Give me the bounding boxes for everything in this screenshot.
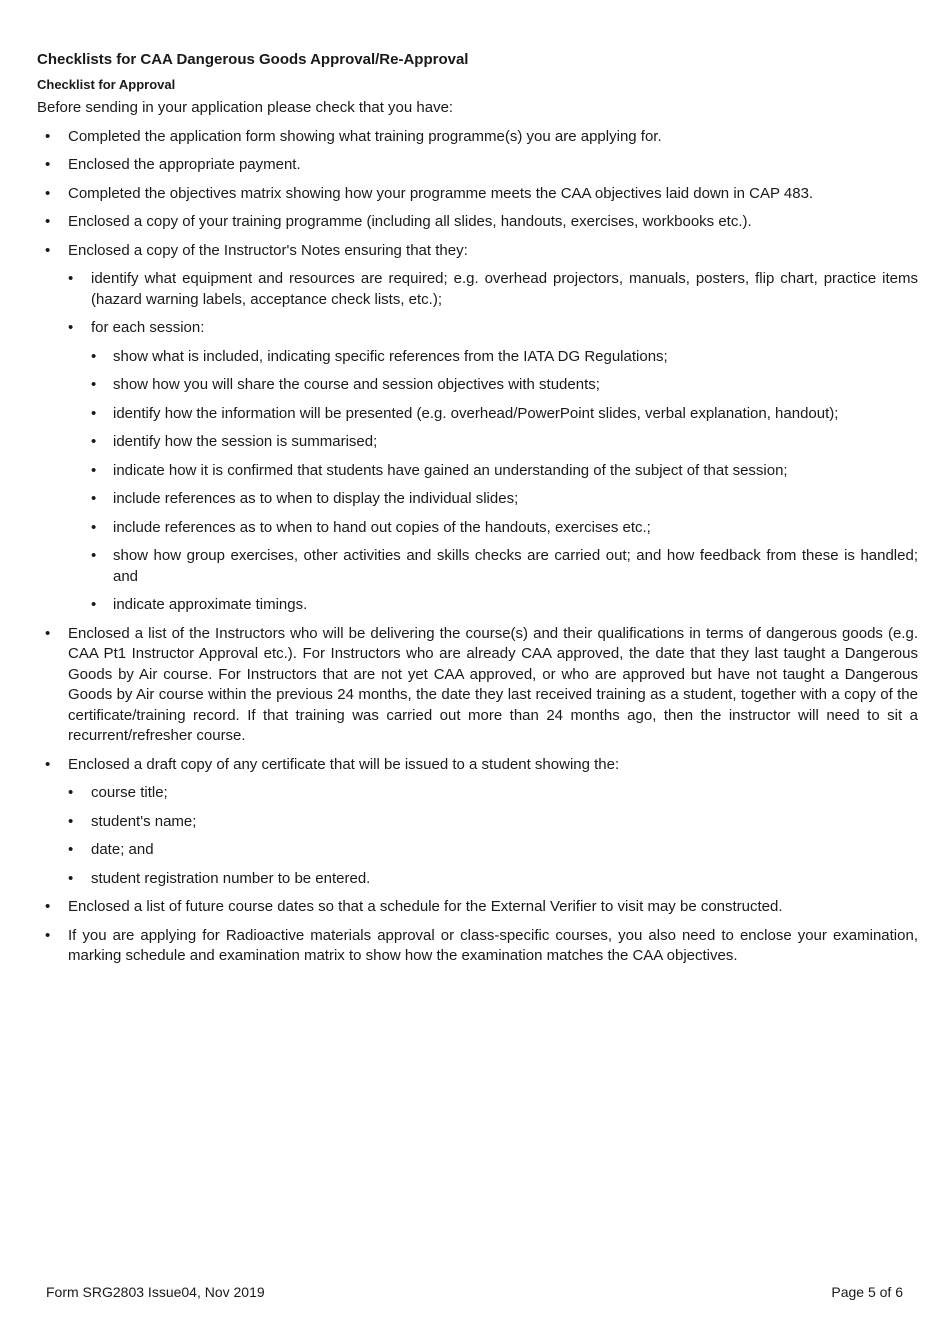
bullet-icon: • <box>68 841 74 858</box>
bullet-icon: • <box>45 156 51 173</box>
session-item-text: show what is included, indicating specific references from the IATA DG Regulations; <box>113 347 668 365</box>
checklist <box>37 127 918 967</box>
bullet-icon: • <box>91 547 97 564</box>
checklist-item-certificate <box>37 755 918 890</box>
session-item-text: show how group exercises, other activities and skills checks are carried out; and how feedback from these is handled; and <box>113 547 918 585</box>
checklist-item-instructors <box>37 624 918 747</box>
document-title: Checklists for CAA Dangerous Goods Approval/Re-Approval <box>37 51 469 68</box>
certificate-item-text: date; and <box>91 841 154 858</box>
notes-item <box>68 269 918 310</box>
bullet-icon: • <box>45 213 51 230</box>
instructor-notes-list <box>68 269 918 616</box>
session-item <box>91 461 918 482</box>
session-item-text: indicate how it is confirmed that students have gained an understanding of the subject of that session; <box>113 461 788 479</box>
session-item <box>91 347 918 368</box>
notes-item-text: for each session: <box>91 319 205 336</box>
checklist-item <box>37 184 918 205</box>
session-list <box>91 347 918 616</box>
session-item-text: include references as to when to display the individual slides; <box>113 490 519 507</box>
checklist-item-text: Enclosed a copy of the Instructor's Notes ensuring that they: <box>68 241 468 259</box>
checklist-item-instructor-notes <box>37 241 918 616</box>
notes-item-session <box>68 318 918 616</box>
bullet-icon: • <box>68 812 74 830</box>
bullet-icon: • <box>91 347 97 365</box>
bullet-icon: • <box>91 596 97 613</box>
certificate-item-text: student registration number to be entered. <box>91 869 371 887</box>
bullet-icon: • <box>68 869 74 887</box>
session-item <box>91 432 918 453</box>
certificate-item-text: course title; <box>91 784 168 801</box>
bullet-icon: • <box>45 624 51 642</box>
session-item <box>91 375 918 396</box>
session-item <box>91 404 918 425</box>
bullet-icon: • <box>45 241 51 259</box>
form-reference: Form SRG2803 Issue04, Nov 2019 <box>46 1284 265 1300</box>
checklist-item <box>37 127 918 148</box>
session-item-text: show how you will share the course and session objectives with students; <box>113 376 600 393</box>
checklist-item-text: Enclosed the appropriate payment. <box>68 156 301 173</box>
bullet-icon: • <box>45 898 51 915</box>
certificate-list <box>68 783 918 889</box>
session-item <box>91 489 918 510</box>
bullet-icon: • <box>68 319 74 336</box>
certificate-item <box>68 783 918 804</box>
checklist-intro: Before sending in your application please check that you have: <box>37 99 454 116</box>
session-item-text: identify how the session is summarised; <box>113 433 378 450</box>
session-item <box>91 546 918 587</box>
bullet-icon: • <box>91 404 97 422</box>
page-number: Page 5 of 6 <box>831 1284 903 1300</box>
bullet-icon: • <box>45 755 51 773</box>
bullet-icon: • <box>91 518 97 536</box>
session-item <box>91 518 918 539</box>
certificate-item <box>68 840 918 861</box>
checklist-item <box>37 155 918 176</box>
certificate-item-text: student's name; <box>91 812 197 830</box>
checklist-item-text: If you are applying for Radioactive materials approval or class-specific courses, you also need to enclose your examination, marking schedule and examination matrix to show how the examination matches the CAA objectives. <box>68 926 918 964</box>
checklist-item-text: Completed the application form showing what training programme(s) you are applying for. <box>68 127 662 145</box>
checklist-item-text: Enclosed a list of the Instructors who will be delivering the course(s) and their qualifications in terms of dangerous goods (e.g. CAA Pt1 Instructor Approval etc.). For Instructors who are already CAA approved, the date that they last taught a Dangerous Goods by Air course. For Instructors that are not yet CAA approved, or who are approved but have not taught a Dangerous Goods by Air course within the previous 24 months, the date they last received training as a student, together with a copy of the certificate/training record. If that training was carried out more than 24 months ago, then the instructor will need to sit a recurrent/refresher course. <box>68 624 918 744</box>
checklist-item <box>37 212 918 233</box>
bullet-icon: • <box>91 376 97 393</box>
checklist-item-radioactive <box>37 926 918 967</box>
bullet-icon: • <box>91 461 97 479</box>
section-subtitle: Checklist for Approval <box>37 77 176 92</box>
session-item-text: identify how the information will be presented (e.g. overhead/PowerPoint slides, verbal explanation, handout); <box>113 404 839 422</box>
session-item-text: include references as to when to hand out copies of the handouts, exercises etc.; <box>113 518 651 536</box>
checklist-item-text: Completed the objectives matrix showing how your programme meets the CAA objectives laid down in CAP 483. <box>68 184 814 202</box>
checklist-item-text: Enclosed a list of future course dates so that a schedule for the External Verifier to visit may be constructed. <box>68 898 783 915</box>
bullet-icon: • <box>68 270 74 287</box>
bullet-icon: • <box>45 184 51 202</box>
certificate-item <box>68 812 918 833</box>
session-item <box>91 595 918 616</box>
checklist-item-course-dates <box>37 897 918 918</box>
bullet-icon: • <box>68 784 74 801</box>
bullet-icon: • <box>91 490 97 507</box>
session-item-text: indicate approximate timings. <box>113 596 308 613</box>
bullet-icon: • <box>91 433 97 450</box>
bullet-icon: • <box>45 926 51 944</box>
certificate-item <box>68 869 918 890</box>
checklist-item-text: Enclosed a draft copy of any certificate that will be issued to a student showing the: <box>68 755 620 773</box>
bullet-icon: • <box>45 127 51 145</box>
notes-item-text: identify what equipment and resources are required; e.g. overhead projectors, manuals, posters, flip chart, practice items (hazard warning labels, acceptance check lists, etc.); <box>91 270 918 308</box>
checklist-item-text: Enclosed a copy of your training programme (including all slides, handouts, exercises, workbooks etc.). <box>68 213 752 230</box>
document-page <box>37 50 918 975</box>
